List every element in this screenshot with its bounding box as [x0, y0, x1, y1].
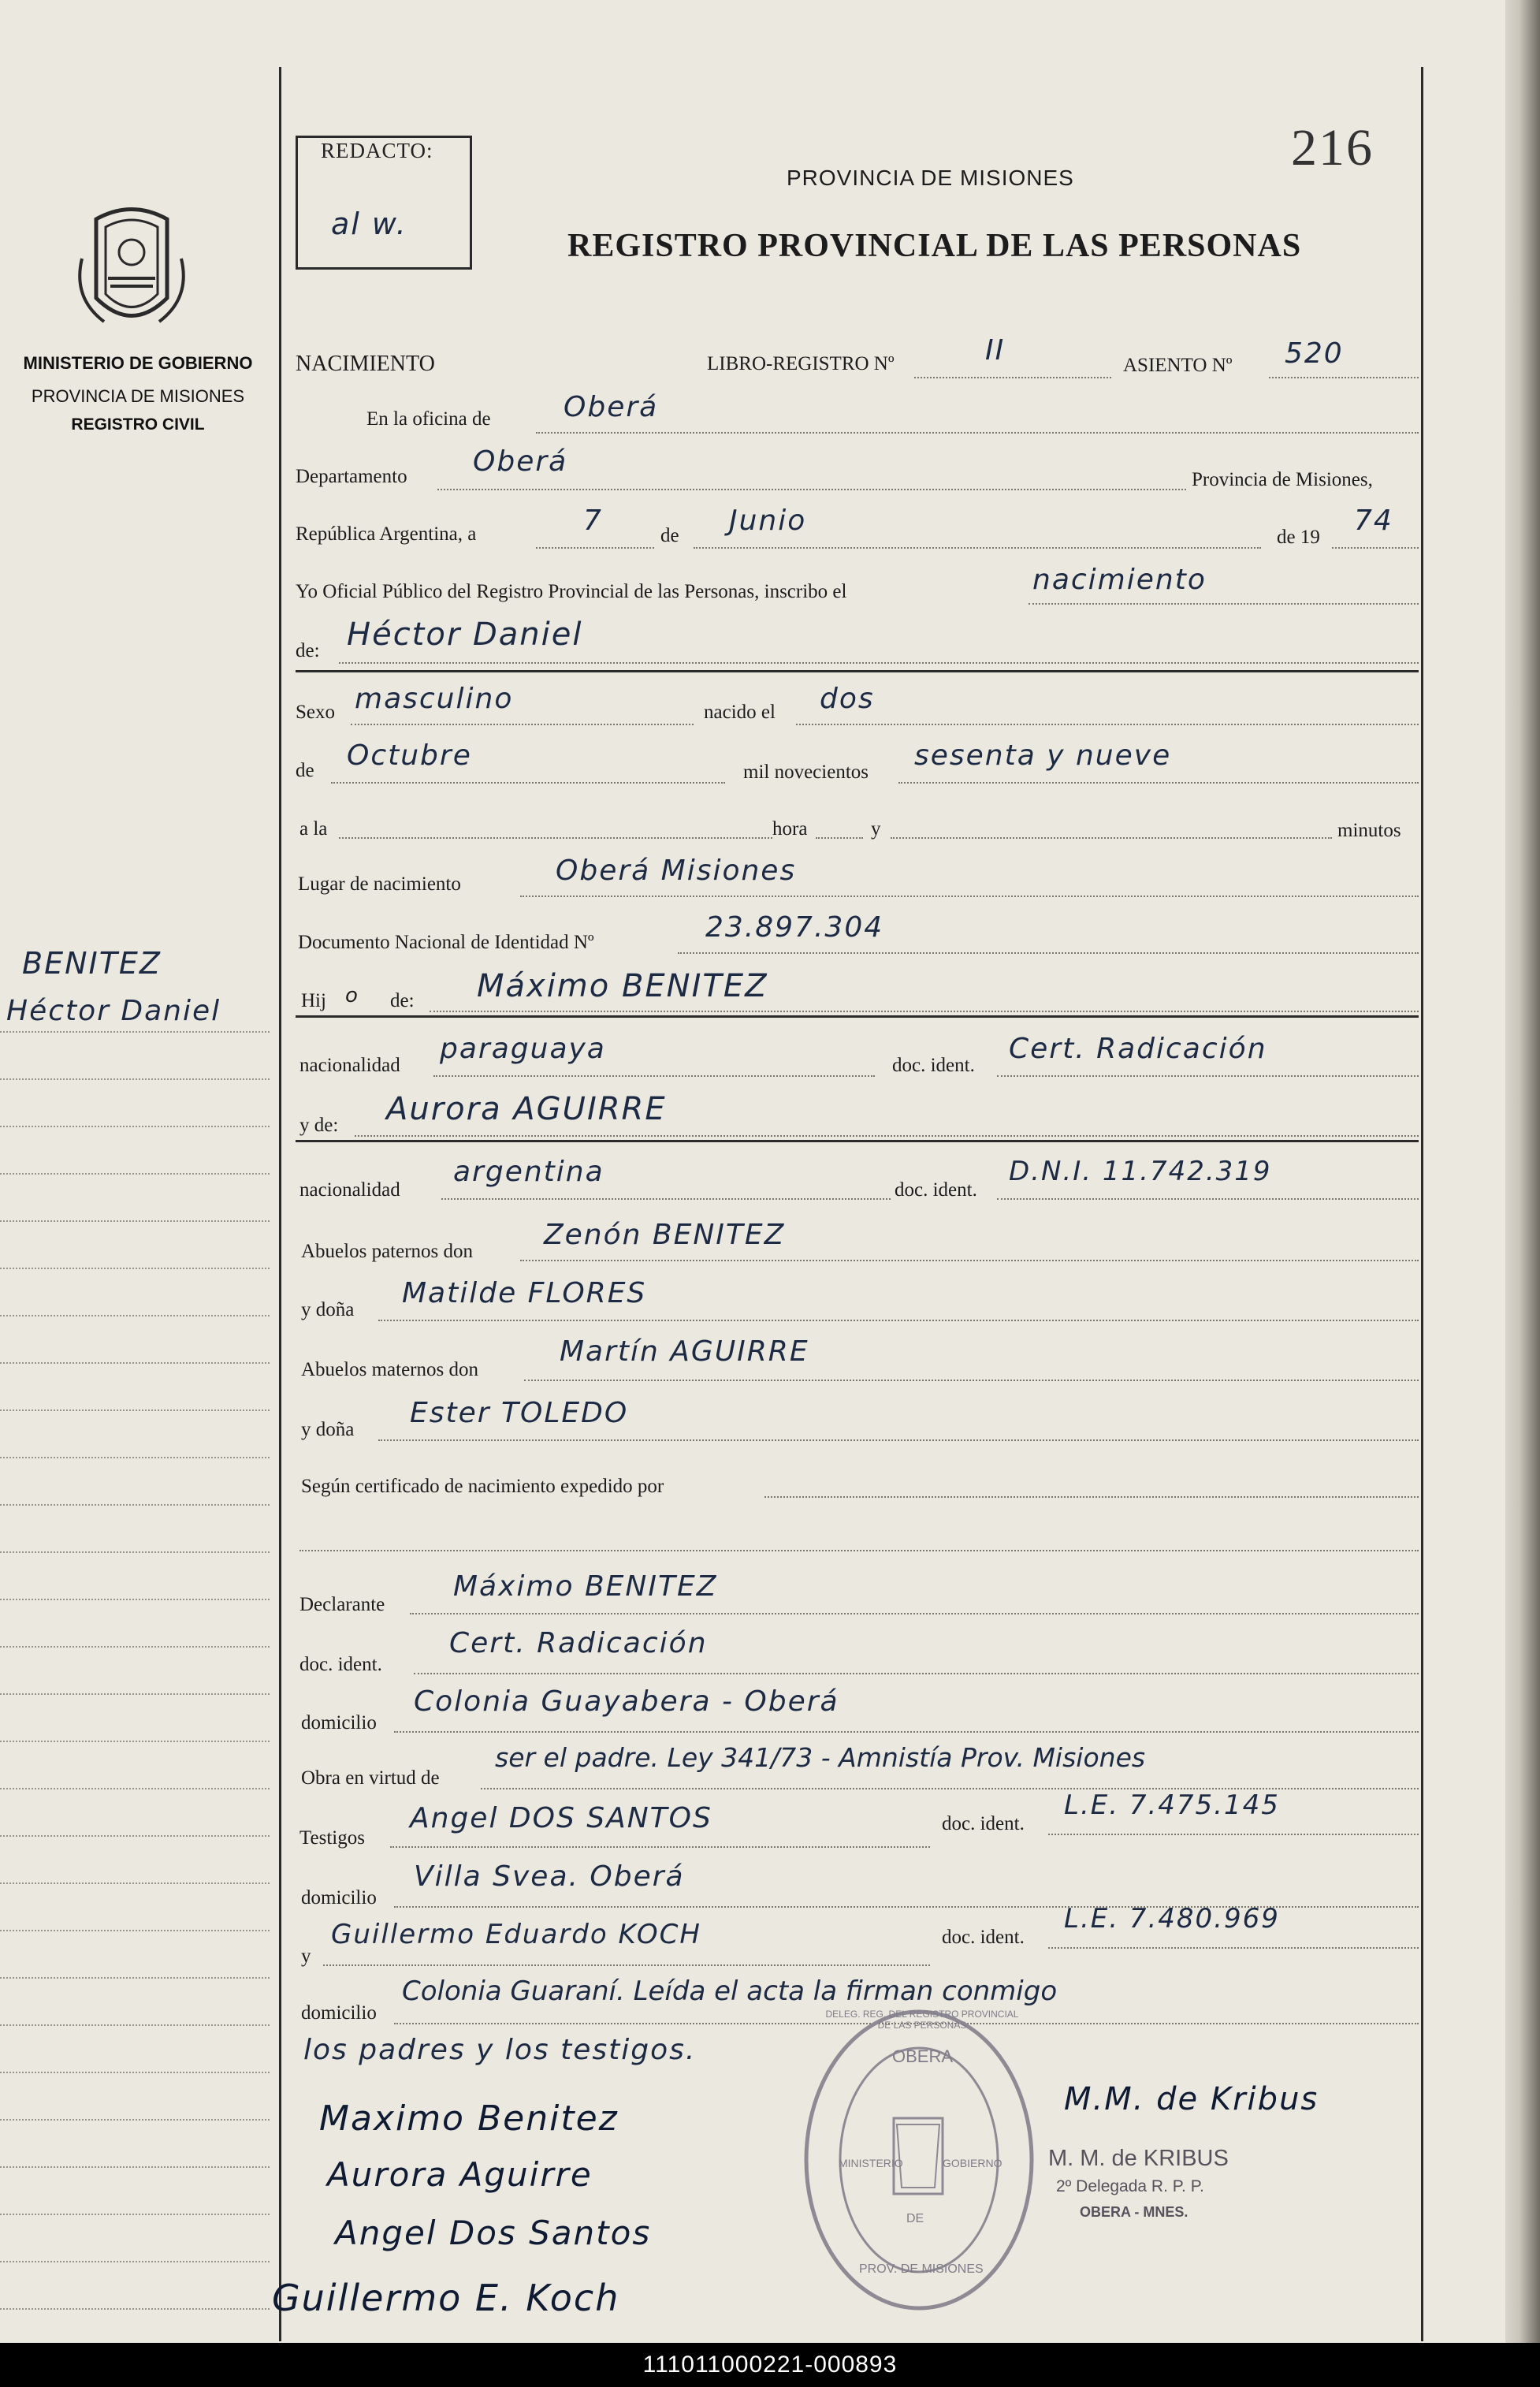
- signature-testigo1: Angel Dos Santos: [335, 2214, 652, 2252]
- yde-label: y de:: [299, 1115, 339, 1136]
- testigo1-dom-value: Villa Svea. Oberá: [414, 1860, 685, 1893]
- dni-value: 23.897.304: [705, 911, 884, 944]
- testigo1-doc-value: L.E. 7.475.145: [1064, 1789, 1280, 1821]
- oficial-label: Yo Oficial Público del Registro Provincial de las Personas, inscribo el: [296, 581, 847, 602]
- testigo2-doc-value: L.E. 7.480.969: [1064, 1903, 1280, 1935]
- libro-label: LIBRO-REGISTRO Nº: [707, 353, 895, 374]
- nacido-value: dos: [820, 683, 875, 715]
- de2-label: de: [296, 760, 314, 781]
- decl-doc-label: doc. ident.: [299, 1654, 382, 1675]
- madre-doc-value: D.N.I. 11.742.319: [1009, 1156, 1272, 1187]
- asiento-value: 520: [1285, 337, 1344, 370]
- madre-doc-label: doc. ident.: [895, 1179, 977, 1201]
- abuela-mat-value: Ester TOLEDO: [410, 1397, 629, 1429]
- departamento-value: Oberá: [473, 445, 568, 478]
- lugar-value: Oberá Misiones: [556, 855, 797, 887]
- mil-label: mil novecientos: [743, 762, 869, 783]
- decl-doc-value: Cert. Radicación: [449, 1627, 708, 1659]
- y-label: y: [871, 818, 881, 840]
- testigo2-dom-label: domicilio: [301, 2002, 377, 2024]
- seal-inner3: GOBIERNO: [943, 2157, 1002, 2169]
- minutos-label: minutos: [1337, 820, 1401, 841]
- madre-nac-value: argentina: [453, 1156, 604, 1188]
- signature-madre: Aurora Aguirre: [327, 2155, 593, 2194]
- testigo2-dom-value: Colonia Guaraní. Leída el acta la firman conmigo: [402, 1976, 1058, 2007]
- redacto-label: REDACTO:: [321, 139, 433, 162]
- margin-rule: [279, 67, 281, 2341]
- decl-dom-label: domicilio: [301, 1712, 377, 1733]
- page-edge: [1505, 0, 1540, 2343]
- padre-value: Máximo BENITEZ: [477, 968, 768, 1004]
- dni-label: Documento Nacional de Identidad Nº: [298, 932, 594, 953]
- official-signature: M.M. de Kribus: [1064, 2081, 1319, 2117]
- abuelo-pat-value: Zenón BENITEZ: [544, 1219, 786, 1251]
- y2-label: y: [301, 1946, 311, 1967]
- archive-id: 111011000221-000893: [0, 2343, 1540, 2387]
- provincia-label: Provincia de Misiones,: [1192, 469, 1373, 490]
- hora-label: hora: [772, 818, 808, 840]
- testigo1-value: Angel DOS SANTOS: [410, 1802, 712, 1834]
- madre-value: Aurora AGUIRRE: [386, 1091, 667, 1127]
- testigo2-doc-label: doc. ident.: [942, 1927, 1025, 1948]
- de-nombre-label: de:: [296, 640, 320, 661]
- libro-value: II: [985, 334, 1006, 367]
- abuelos-mat-label: Abuelos maternos don: [301, 1359, 478, 1380]
- madre-nac-label: nacionalidad: [299, 1179, 400, 1201]
- testigo2-value: Guillermo Eduardo KOCH: [331, 1919, 701, 1950]
- obra-label: Obra en virtud de: [301, 1767, 440, 1789]
- province-title: PROVINCIA DE MISIONES: [787, 166, 1074, 190]
- padre-doc-value: Cert. Radicación: [1009, 1033, 1267, 1065]
- testigo2-dom-cont: los padres y los testigos.: [303, 2034, 697, 2066]
- sexo-label: Sexo: [296, 702, 335, 723]
- padre-nac-value: paraguaya: [440, 1033, 606, 1065]
- redacto-value: al w.: [331, 207, 407, 241]
- asiento-label: ASIENTO Nº: [1123, 355, 1233, 376]
- seal-inner2: DE: [906, 2212, 924, 2225]
- oficina-value: Oberá: [564, 391, 659, 423]
- abuelo-mat-value: Martín AGUIRRE: [560, 1335, 809, 1368]
- segun-label: Según certificado de nacimiento expedido por: [301, 1476, 664, 1497]
- abuelos-pat-label: Abuelos paternos don: [301, 1241, 474, 1262]
- ministry-line3: REGISTRO CIVIL: [71, 415, 205, 434]
- decl-dom-value: Colonia Guayabera - Oberá: [414, 1685, 839, 1718]
- ydona-mat-label: y doña: [301, 1419, 355, 1440]
- testigo1-dom-label: domicilio: [301, 1887, 377, 1908]
- sexo-value: masculino: [355, 683, 514, 715]
- departamento-label: Departamento: [296, 466, 407, 487]
- hijo-label: Hij: [301, 990, 326, 1011]
- nombre-value: Héctor Daniel: [347, 616, 583, 653]
- abuela-pat-value: Matilde FLORES: [402, 1277, 647, 1309]
- registry-title: REGISTRO PROVINCIAL DE LAS PERSONAS: [567, 228, 1302, 264]
- page-number: 216: [1291, 119, 1374, 177]
- testigos-label: Testigos: [299, 1827, 365, 1849]
- signature-testigo2: Guillermo E. Koch: [272, 2277, 620, 2319]
- mes-value: Junio: [729, 505, 807, 537]
- ministry-line2: PROVINCIA DE MISIONES: [31, 386, 245, 406]
- right-rule: [1421, 67, 1423, 2341]
- official-place: OBERA - MNES.: [1080, 2204, 1188, 2220]
- record-type: NACIMIENTO: [296, 352, 435, 376]
- official-name: M. M. de KRIBUS: [1048, 2146, 1229, 2171]
- obra-value: ser el padre. Ley 341/73 - Amnistía Prov. Misiones: [495, 1742, 1146, 1773]
- padre-nac-label: nacionalidad: [299, 1055, 400, 1076]
- declarante-value: Máximo BENITEZ: [453, 1570, 718, 1603]
- ala-label: a la: [299, 818, 328, 840]
- de19-label: de 19: [1277, 527, 1320, 548]
- oficial-value: nacimiento: [1032, 564, 1207, 596]
- signature-padre: Maximo Benitez: [319, 2098, 619, 2139]
- margin-surname: BENITEZ: [22, 946, 162, 981]
- margin-names: Héctor Daniel: [6, 995, 221, 1027]
- republica-label: República Argentina, a: [296, 523, 477, 545]
- padre-doc-label: doc. ident.: [892, 1055, 975, 1076]
- oficina-label: En la oficina de: [366, 408, 491, 430]
- official-title: 2º Delegada R. P. P.: [1056, 2177, 1204, 2195]
- lugar-label: Lugar de nacimiento: [298, 873, 461, 895]
- anio-value: 74: [1354, 505, 1393, 537]
- de-label: de: [660, 525, 679, 546]
- ministry-line1: MINISTERIO DE GOBIERNO: [23, 353, 253, 373]
- hijo-de-label: de:: [390, 990, 415, 1011]
- testigo1-doc-label: doc. ident.: [942, 1813, 1025, 1834]
- anio-nac-value: sesenta y nueve: [914, 739, 1172, 772]
- hijo-suffix: o: [345, 984, 359, 1007]
- seal-ring-text: DELEG. REG. DEL REGISTRO PROVINCIAL DE LAS PERSONAS: [825, 2009, 1019, 2031]
- dia-value: 7: [583, 505, 603, 537]
- declarante-label: Declarante: [299, 1594, 385, 1615]
- seal-inner1: MINISTERIO: [839, 2157, 903, 2169]
- seal-top: OBERA: [892, 2046, 954, 2066]
- seal-bottom: PROV. DE MISIONES: [859, 2262, 984, 2276]
- coat-of-arms-icon: [73, 203, 191, 337]
- ydona-pat-label: y doña: [301, 1299, 355, 1320]
- nacido-label: nacido el: [704, 702, 776, 723]
- mes-nac-value: Octubre: [347, 739, 472, 772]
